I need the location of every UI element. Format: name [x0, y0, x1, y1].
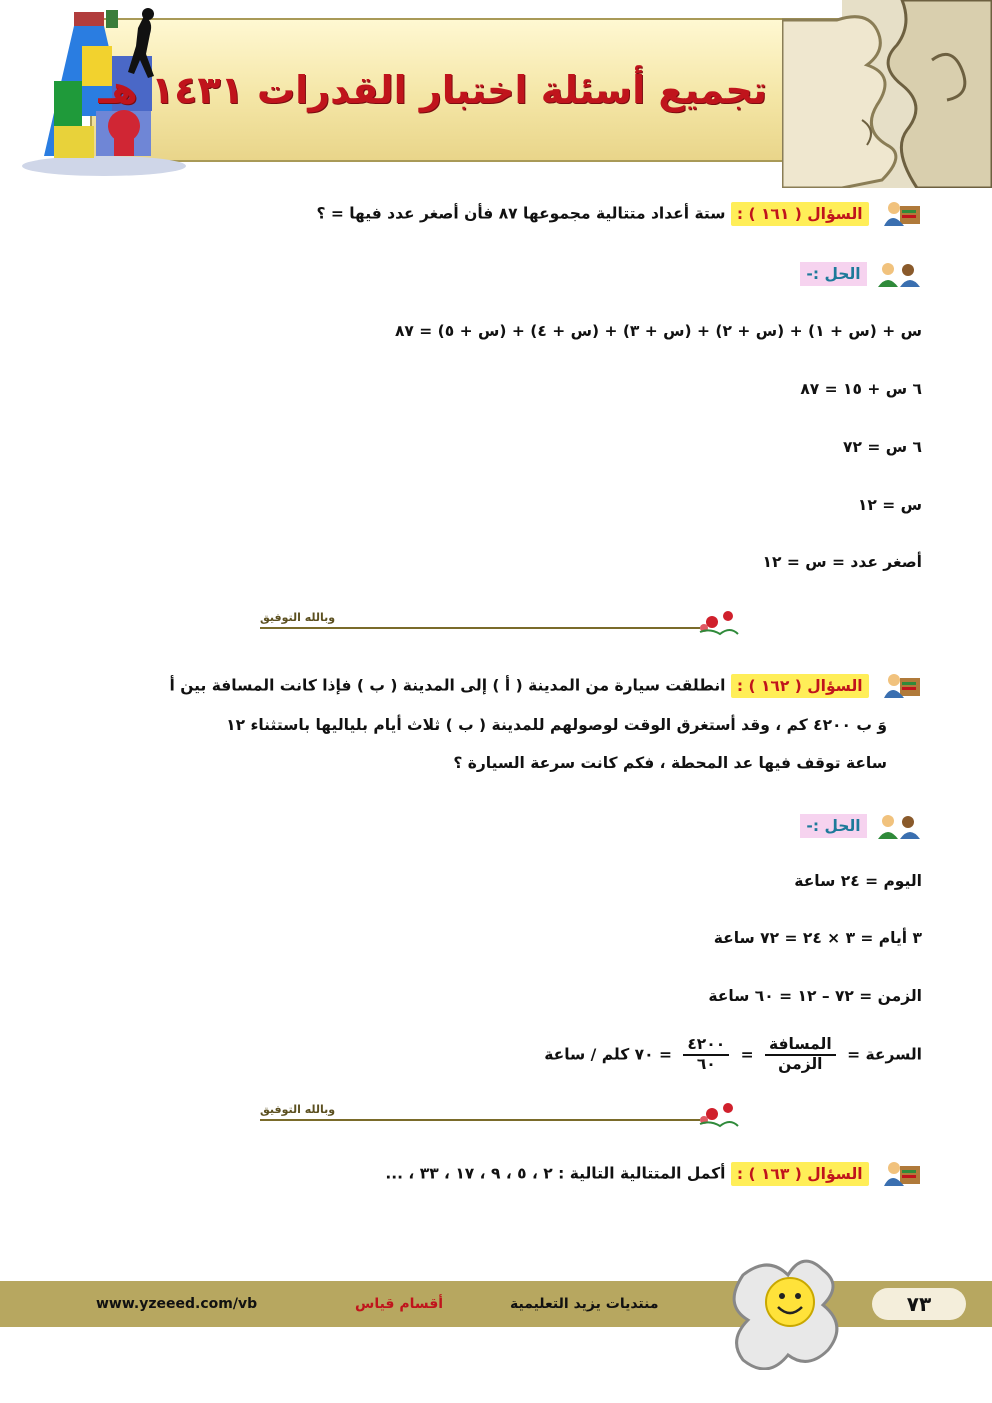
- fraction-numerator: المسافة: [765, 1036, 836, 1056]
- student-reading-icon: [878, 1160, 922, 1188]
- question-161: [316, 200, 922, 228]
- student-reading-icon: [878, 200, 922, 228]
- solution-step: اليوم = ٢٤ ساعة: [794, 872, 922, 890]
- students-solving-icon: [876, 260, 922, 288]
- question-text-162-line3: ساعة توقف فيها عد المحطة ، فكم كانت سرعة السيارة ؟: [453, 754, 887, 772]
- smiley-puzzle-icon: [728, 1240, 858, 1370]
- page-header: [0, 0, 992, 188]
- solution-step: ٦ س = ٧٢: [843, 438, 922, 456]
- numeric-fraction: [683, 1036, 729, 1074]
- question-number-162: السؤال ( ١٦٢ ) :: [731, 674, 869, 698]
- question-text-163: أكمل المتتالية التالية : ٢ ، ٥ ، ٩ ، ١٧ ، ٣٣ ، ...: [385, 1164, 726, 1183]
- question-163: [385, 1160, 922, 1188]
- solution-161-header: [800, 260, 922, 288]
- speed-formula: [544, 1036, 922, 1074]
- section-divider: [260, 1100, 740, 1130]
- equals-sign: =: [740, 1045, 754, 1064]
- solution-162-header: [800, 812, 922, 840]
- solution-step: أصغر عدد = س = ١٢: [762, 553, 922, 571]
- question-text-162-line1: انطلقت سيارة من المدينة ( أ ) إلى المدينة ( ب ) فإذا كانت المسافة بين أ: [169, 676, 726, 695]
- speed-result: = ٧٠ كلم / ساعة: [544, 1045, 672, 1064]
- question-162: [170, 672, 922, 700]
- page-number: ٧٣: [872, 1288, 966, 1320]
- solution-step: الزمن = ٧٢ – ١٢ = ٦٠ ساعة: [708, 987, 922, 1005]
- question-number-163: السؤال ( ١٦٣ ) :: [731, 1162, 869, 1186]
- solution-step: س + (س + ١) + (س + ٢) + (س + ٣) + (س + ٤) + (س + ٥) = ٨٧: [394, 322, 922, 340]
- fraction-denominator: ٦٠: [696, 1054, 716, 1073]
- footer-section-link[interactable]: أقسام قياس: [355, 1296, 444, 1312]
- fraction-denominator: الزمن: [778, 1054, 823, 1073]
- solution-step: ٦ س + ١٥ = ٨٧: [800, 380, 922, 398]
- page-title: تجميع أسئلة اختبار القدرات ١٤٣١ هـ: [98, 68, 767, 112]
- fraction-numerator: ٤٢٠٠: [683, 1036, 729, 1056]
- footer-site-link[interactable]: www.yzeeed.com/vb: [96, 1296, 258, 1312]
- puzzle-decoration-icon: [782, 0, 992, 188]
- solution-label-162: الحل :-: [800, 814, 866, 838]
- question-text-162-line2: وَ ب ٤٢٠٠ كم ، وقد أستغرق الوقت لوصولهم للمدينة ( ب ) ثلاث أيام بلياليها باستثناء ١٢: [226, 716, 887, 734]
- footer-forum-name: منتديات يزيد التعليمية: [510, 1296, 659, 1312]
- speed-prefix: السرعة =: [847, 1045, 922, 1064]
- solution-step: س = ١٢: [857, 496, 922, 514]
- question-text-161: ستة أعداد متتالية مجموعها ٨٧ فأن أصغر عدد فيها = ؟: [316, 204, 726, 223]
- students-solving-icon: [876, 812, 922, 840]
- divider-caption: وبالله التوفيق: [260, 1103, 336, 1116]
- solution-step: ٣ أيام = ٣ × ٢٤ = ٧٢ ساعة: [713, 929, 922, 947]
- solution-label-161: الحل :-: [800, 262, 866, 286]
- divider-caption: وبالله التوفيق: [260, 611, 336, 624]
- distance-over-time-fraction: [765, 1036, 836, 1074]
- question-number-161: السؤال ( ١٦١ ) :: [731, 202, 869, 226]
- section-divider: [260, 608, 740, 638]
- student-reading-icon: [878, 672, 922, 700]
